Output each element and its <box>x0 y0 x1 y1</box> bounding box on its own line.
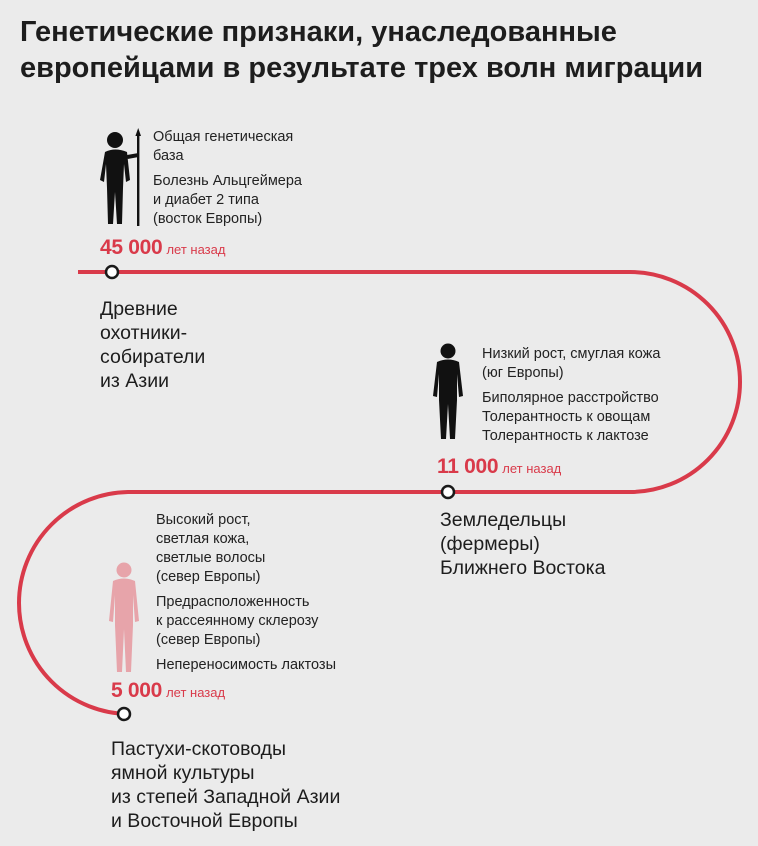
traits-wave-2 <box>482 345 660 446</box>
timeline-point-11000 <box>442 486 454 498</box>
timeline-point-5000 <box>118 708 130 720</box>
date-label-wave-2 <box>437 455 561 479</box>
trait: Толерантность к овощам <box>482 409 651 425</box>
trait: база <box>153 148 184 164</box>
group-line: ямной культуры <box>111 762 255 784</box>
traits-wave-1 <box>153 128 302 229</box>
title-line-1: Генетические признаки, унаследованные <box>20 16 617 48</box>
trait: (юг Европы) <box>482 365 564 381</box>
date-suffix: лет назад <box>166 685 226 700</box>
trait: (север Европы) <box>156 632 261 648</box>
herder-figure-icon <box>106 561 142 675</box>
farmer-figure-icon <box>430 342 466 442</box>
group-line: охотники- <box>100 322 188 344</box>
trait: Высокий рост, <box>156 512 251 528</box>
trait: Предрасположенность <box>156 594 310 610</box>
date-number: 5 000 <box>111 679 163 702</box>
group-line: Ближнего Востока <box>440 557 606 579</box>
trait: (север Европы) <box>156 569 261 585</box>
title-line-2: европейцами в результате трех волн миграции <box>20 52 704 84</box>
date-suffix: лет назад <box>502 461 562 476</box>
date-suffix: лет назад <box>166 242 226 257</box>
group-line: Древние <box>100 298 178 320</box>
trait: Биполярное расстройство <box>482 390 659 406</box>
group-line: собиратели <box>100 346 206 368</box>
group-name-wave-3 <box>111 737 340 833</box>
trait: к рассеянному склерозу <box>156 613 319 629</box>
date-label-wave-3 <box>111 679 225 703</box>
group-line: и Восточной Европы <box>111 810 298 832</box>
date-label-wave-1 <box>100 236 225 260</box>
group-name-wave-2 <box>440 508 605 580</box>
date-number: 45 000 <box>100 236 163 259</box>
hunter-with-spear-icon <box>96 128 148 228</box>
group-line: из степей Западной Азии <box>111 786 341 808</box>
group-name-wave-1 <box>100 297 205 393</box>
trait: Общая генетическая <box>153 129 294 145</box>
trait: Непереносимость лактозы <box>156 657 336 673</box>
trait: Болезнь Альцгеймера <box>153 173 302 189</box>
group-line: Пастухи-скотоводы <box>111 738 287 760</box>
timeline-point-45000 <box>106 266 118 278</box>
trait: Низкий рост, смуглая кожа <box>482 346 661 362</box>
trait: светлая кожа, <box>156 531 250 547</box>
trait: Толерантность к лактозе <box>482 428 649 444</box>
trait: и диабет 2 типа <box>153 192 259 208</box>
trait: светлые волосы <box>156 550 266 566</box>
trait: (восток Европы) <box>153 211 263 227</box>
traits-wave-3 <box>156 511 336 675</box>
group-line: Земледельцы <box>440 509 567 531</box>
group-line: из Азии <box>100 370 169 392</box>
group-line: (фермеры) <box>440 533 540 555</box>
date-number: 11 000 <box>437 455 499 478</box>
